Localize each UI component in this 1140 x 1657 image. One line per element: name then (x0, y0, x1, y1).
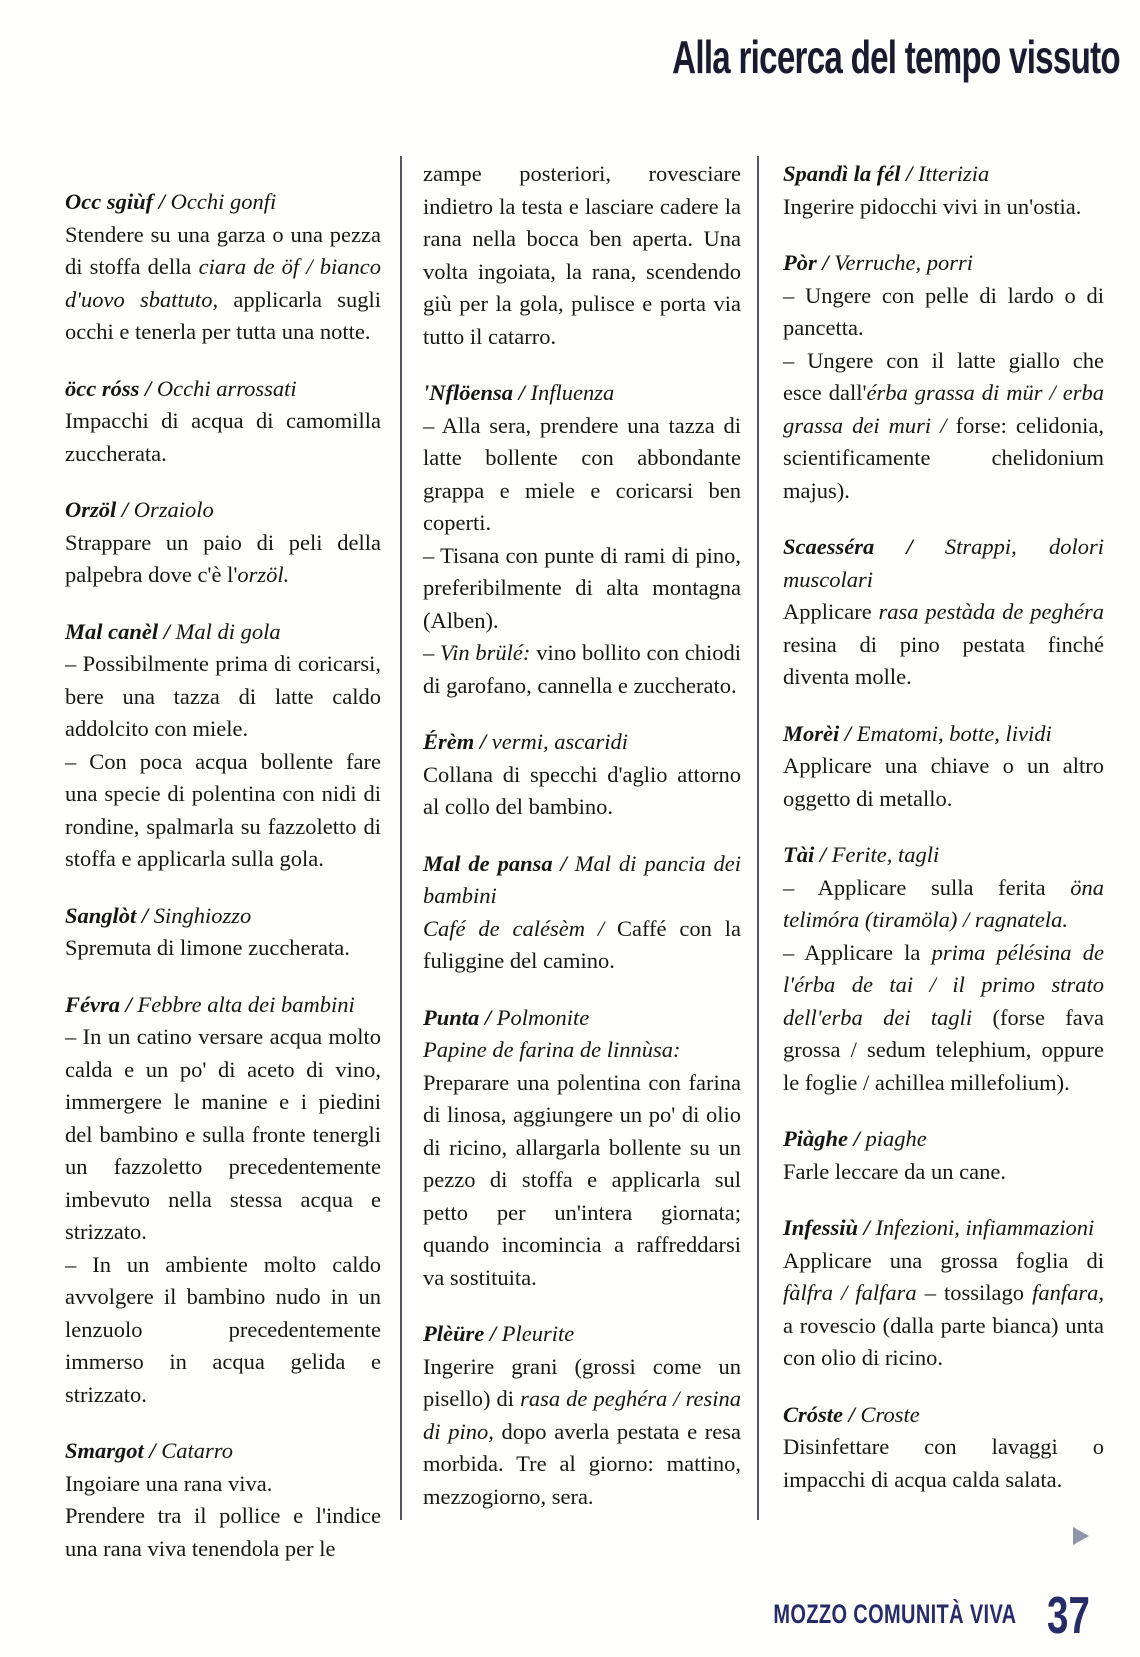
entry-heading (783, 531, 1104, 596)
entry-heading (65, 373, 381, 406)
dialect-term: Plèüre / (423, 1321, 502, 1346)
entry-paragraph: – Vin brülé: vino bollito con chiodi di garofano, cannella e zuccherato. (423, 640, 742, 698)
entry-heading (783, 839, 1104, 872)
remedy-entry (783, 1212, 1104, 1375)
column-divider-1 (400, 156, 402, 1520)
italian-gloss: Strappi, dolori muscolari (783, 534, 1104, 592)
entry-heading (783, 1399, 1104, 1432)
remedy-entry (65, 989, 381, 1412)
italian-gloss: Catarro (161, 1438, 233, 1463)
remedy-entry (783, 839, 1104, 1099)
entry-heading (65, 989, 381, 1022)
entry-heading (783, 1123, 1104, 1156)
dialect-term: Spandì la fél / (783, 161, 919, 186)
remedy-entry (783, 531, 1104, 694)
entry-heading (783, 247, 1104, 280)
dialect-term: Tài / (783, 842, 832, 867)
entry-heading (65, 494, 381, 527)
italian-gloss: Mal di gola (175, 618, 281, 644)
entry-paragraph: Ingerire grani (grossi come un pisello) di rasa de peghéra / resina di pino, dopo averla pestata e resa morbida. Tre al giorno: mattino, mezzogiorno, sera. (423, 1353, 741, 1509)
entry-heading (423, 1318, 741, 1351)
entry-paragraph: – In un ambiente molto caldo avvolgere il bambino nudo in un lenzuolo precedentemente immerso in acqua gelida e strizzato. (65, 1251, 381, 1407)
entry-paragraph: Disinfettare con lavaggi o impacchi di acqua calda salata. (783, 1434, 1104, 1492)
entry-paragraph: Preparare una polentina con farina di linosa, aggiungere un po' di olio di ricino, allargarla bollente su un pezzo di stoffa e applicarla sul petto per un'intera giornata; quando incomincia a raffreddarsi va sostituita. (423, 1069, 741, 1290)
remedy-entry (423, 377, 741, 702)
remedy-entry (783, 247, 1104, 507)
dialect-term: Érèm / (423, 729, 492, 754)
remedy-entry (783, 1123, 1104, 1188)
remedy-entry-continuation (423, 158, 741, 353)
dialect-term: Mal canèl / (65, 618, 176, 644)
dialect-term: Smargot / (65, 1438, 162, 1463)
entry-paragraph: – Applicare sulla ferita öna telimóra (tiramöla) / ragnatela. (783, 874, 1104, 932)
entry-paragraph: – Possibilmente prima di coricarsi, bere una tazza di latte caldo addolcito con miele. (65, 651, 381, 741)
dialect-term: Orzöl / (65, 497, 134, 522)
remedy-entry (423, 1002, 741, 1295)
dialect-term: 'Nflöensa / (423, 380, 531, 405)
remedy-entry (783, 158, 1104, 223)
entry-paragraph: Impacchi di acqua di camomilla zuccherata. (65, 408, 381, 466)
entry-heading (65, 1435, 381, 1468)
italian-gloss: Mal di pancia dei bambini (423, 850, 741, 908)
entry-paragraph: – Ungere con il latte giallo che esce dall'érba grassa di mür / erba grassa dei muri / forse: celidonia, scientificamente chelidonium majus). (783, 347, 1105, 503)
magazine-name: MOZZO COMUNITÀ VIVA (772, 1599, 1016, 1629)
page-title-text: Alla ricerca del tempo vissuto (672, 31, 1120, 83)
entry-heading (65, 616, 381, 649)
entry-paragraph: Stendere su una garza o una pezza di stoffa della ciara de öf / bianco d'uovo sbattuto, applicarla sugli occhi e tenerla per tutta una notte. (65, 221, 381, 344)
entry-paragraph: Strappare un paio di peli della palpebra dove c'è l'orzöl. (65, 529, 381, 587)
entry-paragraph: Applicare una chiave o un altro oggetto di metallo. (783, 753, 1104, 811)
page-title (498, 30, 1120, 84)
entry-heading (783, 1212, 1104, 1245)
entry-paragraph: – Applicare la prima pélésina de l'érba de tai / il primo strato dell'erba dei tagli (forse fava grossa / sedum telephium, oppure le foglie / achillea millefolium). (783, 939, 1104, 1095)
remedy-entry (65, 900, 381, 965)
entry-heading (65, 900, 381, 933)
text-column-3 (783, 158, 1104, 1496)
entry-paragraph: – Ungere con pelle di lardo o di pancetta. (783, 282, 1104, 340)
text-column-2 (423, 158, 741, 1513)
entry-heading (423, 1002, 741, 1035)
entry-heading (423, 726, 741, 759)
italian-gloss: Febbre alta dei bambini (137, 991, 355, 1017)
remedy-entry (65, 1435, 381, 1565)
dialect-term: Morèi / (783, 720, 857, 746)
entry-paragraph: Applicare rasa pestàda de peghéra resina di pino pestata finché diventa molle. (783, 599, 1104, 689)
column-divider-2 (757, 156, 759, 1520)
italian-gloss: Ferite, tagli (831, 842, 940, 867)
dialect-term: Mal de pansa / (423, 850, 575, 876)
dialect-term: Cróste / (783, 1401, 861, 1427)
remedy-entry (65, 494, 381, 592)
entry-heading (783, 718, 1104, 751)
entry-paragraph: Café de calésèm / Caffé con la fuliggine del camino. (423, 915, 741, 973)
entry-paragraph: Farle leccare da un cane. (783, 1158, 1006, 1184)
entry-paragraph: zampe posteriori, rovesciare indietro la testa e lasciare cadere la rana nella bocca ben aperta. Una volta ingoiata, la rana, scendendo giù per la gola, pulisce e porta via tutto il catarro. (423, 161, 741, 349)
remedy-entry (783, 1399, 1104, 1497)
entry-paragraph: Prendere tra il pollice e l'indice una rana viva tenendola per le (65, 1503, 381, 1561)
italian-gloss: Itterizia (918, 161, 990, 186)
text-column-1 (65, 158, 381, 1565)
italian-gloss: Pleurite (501, 1321, 575, 1346)
remedy-entry (65, 616, 381, 876)
italian-gloss: Ematomi, botte, lividi (856, 720, 1052, 746)
entry-paragraph: – Con poca acqua bollente fare una specie di polentina con nidi di rondine, spalmarla su fazzoletto di stoffa e applicarla sulla gola. (65, 748, 381, 871)
dialect-term: Sanglòt / (65, 902, 154, 928)
entry-paragraph: Collana di specchi d'aglio attorno al collo del bambino. (423, 761, 741, 819)
italian-gloss: piaghe (865, 1126, 927, 1151)
italian-gloss: Occhi arrossati (156, 375, 297, 401)
entry-heading (423, 377, 741, 410)
entry-heading (423, 848, 741, 913)
italian-gloss: Polmonite (496, 1004, 590, 1030)
continue-arrow-icon (1073, 1527, 1089, 1545)
entry-heading (65, 186, 381, 219)
entry-paragraph: – Tisana con punte di rami di pino, preferibilmente di alta montagna (Alben). (423, 542, 741, 633)
remedy-entry (423, 726, 741, 824)
italian-gloss: Infezioni, infiammazioni (875, 1215, 1095, 1240)
dialect-term: Scaesséra / (783, 534, 945, 559)
entry-paragraph: Ingoiare una rana viva. (65, 1470, 273, 1496)
italian-gloss: Verruche, porri (834, 250, 974, 275)
italian-gloss: Croste (860, 1401, 920, 1427)
remedy-entry (65, 373, 381, 471)
dialect-term: öcc róss / (65, 375, 157, 401)
italian-gloss: Occhi gonfi (170, 189, 277, 214)
dialect-term: Occ sgiùf / (65, 189, 171, 214)
remedy-entry (423, 1318, 741, 1513)
italian-gloss: Influenza (530, 380, 615, 405)
page-number: 37 (1047, 1587, 1090, 1645)
dialect-term: Piàghe / (783, 1126, 866, 1151)
entry-paragraph: – Alla sera, prendere una tazza di latte bollente con abbondante grappa e miele e coricarsi ben coperti. (423, 412, 741, 535)
remedy-entry (65, 186, 381, 349)
entry-heading (783, 158, 1104, 191)
dialect-term: Pòr / (783, 250, 835, 275)
entry-paragraph: Spremuta di limone zuccherata. (65, 935, 350, 960)
entry-paragraph: Ingerire pidocchi vivi in un'ostia. (783, 193, 1082, 219)
italian-gloss: Orzaiolo (133, 497, 214, 522)
entry-paragraph: – In un catino versare acqua molto calda e un po' di aceto di vino, immergere le manine e i piedini del bambino e sulla fronte tenergli un fazzoletto precedentemente imbevuto nella stessa acqua e strizzato. (65, 1024, 381, 1244)
italian-gloss: Singhiozzo (153, 902, 252, 928)
dialect-term: Punta / (423, 1004, 497, 1030)
remedy-entry (783, 718, 1104, 816)
remedy-entry (423, 848, 741, 978)
italian-gloss: vermi, ascaridi (491, 729, 628, 754)
entry-paragraph: Papine de farina de linnùsa: (423, 1037, 681, 1062)
dialect-term: Infessiù / (783, 1215, 876, 1240)
entry-paragraph: Applicare una grossa foglia di fàlfra / falfara – tossilago fanfara, a rovescio (dalla parte bianca) unta con olio di ricino. (783, 1247, 1104, 1370)
dialect-term: Févra / (65, 991, 138, 1017)
